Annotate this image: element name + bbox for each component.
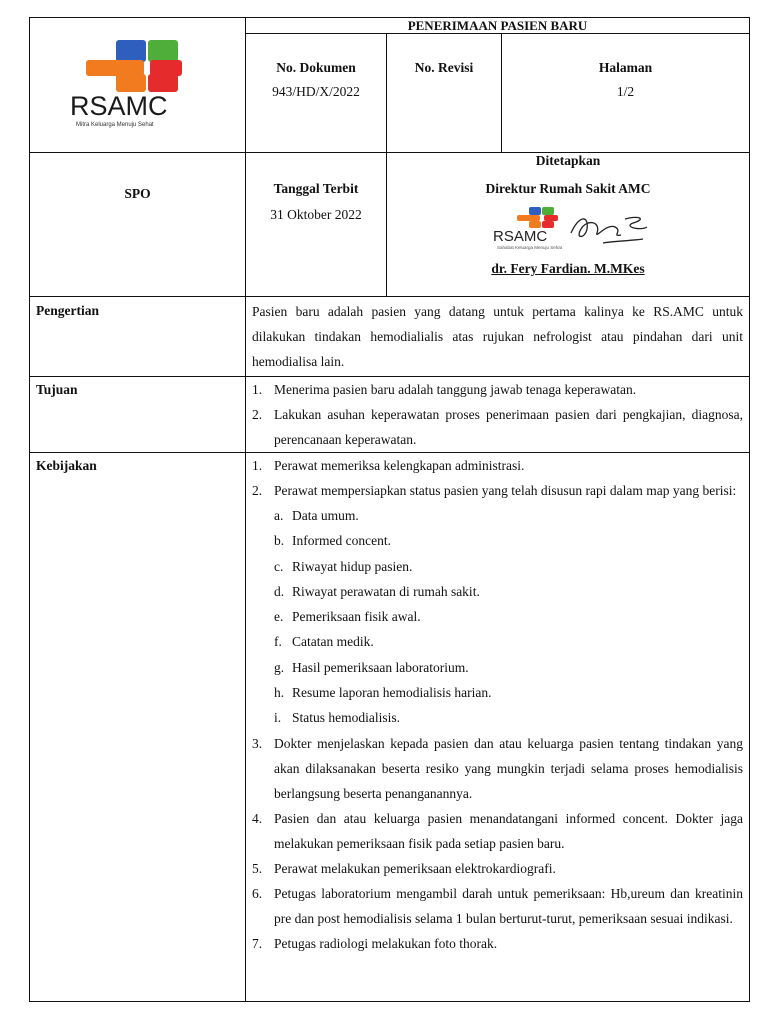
approval-label: Ditetapkan xyxy=(535,153,601,168)
hospital-logo xyxy=(30,18,246,148)
list-item: 5. Perawat melakukan pemeriksaan elektrokardiografi. xyxy=(252,860,556,876)
kebijakan-label: Kebijakan xyxy=(36,458,97,473)
list-item: 2. Lakukan asuhan keperawatan proses penerimaan pasien dari pengkajian, diagnosa, perencanaan keperawatan. xyxy=(252,407,743,447)
list-item: 1. Menerima pasien baru adalah tanggung jawab tenaga keperawatan. xyxy=(252,382,637,397)
spo-label: SPO xyxy=(124,186,151,201)
kebijakan-sublist xyxy=(274,503,743,731)
doc-number-label: No. Dokumen xyxy=(276,60,356,76)
stamp-brand: RSAMC xyxy=(493,228,548,245)
doc-number-value: 943/HD/X/2022 xyxy=(272,84,360,100)
document-page xyxy=(29,17,749,1002)
revision-cell xyxy=(387,34,502,153)
list-item: 3. Dokter menjelaskan kepada pasien dan atau keluarga pasien tentang tindakan yang akan dilaksanakan beserta resiko yang mungkin terjadi selama proses hemodialisis berlangsung beserta penanganannya. xyxy=(252,735,743,801)
approval-cell xyxy=(387,153,750,297)
kebijakan-list xyxy=(252,453,743,956)
sublist-item: a. Data umum. xyxy=(274,508,359,523)
revision-label: No. Revisi xyxy=(414,60,474,76)
list-item: 2. Perawat mempersiapkan status pasien yang telah disusun rapi dalam map yang berisi: a. Data umum. b. Informed concent. c. Riwayat hidup pasien. d. Riwayat perawatan di rumah sakit. e. Pemeriksaan fisik awal. f. Catatan medik. g. Hasil pemeriksaan laboratorium. h. Resume laporan hemodialisis harian. i. Status hemodialisis. xyxy=(252,478,743,731)
signature-mark xyxy=(571,217,647,243)
sublist-item: h. Resume laporan hemodialisis harian. xyxy=(274,685,492,701)
list-item: 6. Petugas laboratorium mengambil darah untuk pemeriksaan: Hb,ureum dan kreatinin pre dan post hemodialisis selama 1 bulan berturut-turut, pemeriksaan sesuai indikasi. xyxy=(252,885,743,926)
list-item: 7. Petugas radiologi melakukan foto thorak. xyxy=(252,935,498,951)
page-value: 1/2 xyxy=(616,84,635,100)
stamp-tagline: Sahabat Keluarga Menuju Sehat xyxy=(497,245,563,250)
sublist-item: c. Riwayat hidup pasien. xyxy=(274,558,413,574)
tujuan-label: Tujuan xyxy=(36,382,78,397)
kebijakan-label-cell xyxy=(30,453,246,1002)
doc-number-cell xyxy=(246,34,387,153)
pengertian-text: Pasien baru adalah pasien yang datang untuk pertama kalinya ke RS.AMC untuk dilakukan tindakan hemodialialis atas rujukan nefrologist atau pindahan dari unit hemodialisa lain. xyxy=(252,304,743,369)
issue-date-value: 31 Oktober 2022 xyxy=(270,207,362,222)
page-cell xyxy=(502,34,750,153)
sublist-item: b. Informed concent. xyxy=(274,533,391,549)
sublist-item: f. Catatan medik. xyxy=(274,634,374,650)
list-item: 4. Pasien dan atau keluarga pasien menandatangani informed concent. Dokter jaga melakukan pemeriksaan fisik pada setiap pasien baru. xyxy=(252,810,743,851)
tujuan-content-cell xyxy=(246,377,750,453)
logo-tagline: Mitra Keluarga Menuju Sehat xyxy=(76,122,154,128)
approval-stamp xyxy=(483,205,653,255)
issue-date-cell xyxy=(246,153,387,297)
sublist-item: d. Riwayat perawatan di rumah sakit. xyxy=(274,583,480,599)
sublist-item: e. Pemeriksaan fisik awal. xyxy=(274,609,421,625)
document-title: PENERIMAAN PASIEN BARU xyxy=(246,18,750,34)
page-label: Halaman xyxy=(598,60,653,76)
hospital-logo-cell xyxy=(30,18,246,153)
issue-date-label: Tanggal Terbit xyxy=(273,181,359,196)
logo-brand-text: RSAMC xyxy=(70,91,168,121)
tujuan-label-cell xyxy=(30,377,246,453)
approver-name: dr. Fery Fardian. M.MKes xyxy=(491,261,645,276)
pengertian-label-cell xyxy=(30,297,246,377)
sublist-item: i. Status hemodialisis. xyxy=(274,710,400,726)
kebijakan-content-cell xyxy=(246,453,750,1002)
tujuan-list xyxy=(252,377,743,452)
list-item: 1. Perawat memeriksa kelengkapan administrasi. xyxy=(252,458,525,473)
sublist-item: g. Hasil pemeriksaan laboratorium. xyxy=(274,659,469,675)
approver-title: Direktur Rumah Sakit AMC xyxy=(485,181,651,196)
pengertian-content-cell xyxy=(246,297,750,377)
spo-table xyxy=(29,17,750,1002)
spo-cell xyxy=(30,153,246,297)
pengertian-label: Pengertian xyxy=(36,303,99,318)
